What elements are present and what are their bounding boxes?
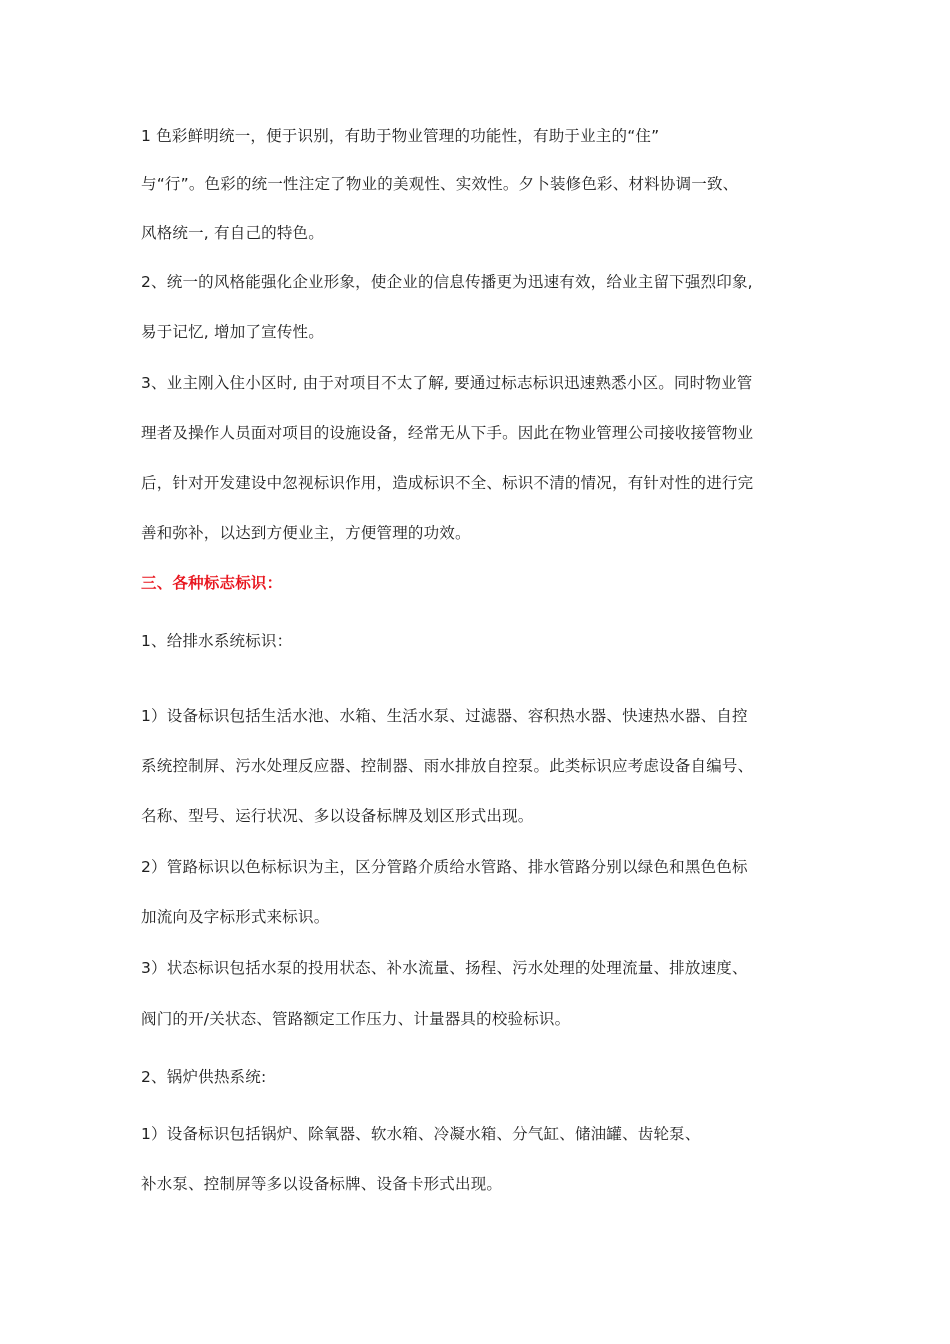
item-3-line-2: 阀门的开/关状态、管路额定工作压力、计量器具的校验标识。 xyxy=(141,1010,571,1028)
paragraph-3-line-2: 理者及操作人员面对项目的设施设备，经常无从下手。因此在物业管理公司接收接管物业 xyxy=(141,424,754,442)
paragraph-1-line-1: 1 色彩鲜明统一，便于识别，有助于物业管理的功能性，有助于业主的“住” xyxy=(141,127,660,145)
item-4-line-2: 补水泵、控制屏等多以设备标牌、设备卡形式出现。 xyxy=(141,1175,503,1193)
subsection-1-title: 1、给排水系统标识： xyxy=(141,632,293,650)
section-heading: 三、各种标志标识： xyxy=(141,574,283,592)
paragraph-2-line-2: 易于记忆, 增加了宣传性。 xyxy=(141,323,324,341)
paragraph-1-line-2: 与“行”。色彩的统一性注定了物业的美观性、实效性。夕卜装修色彩、材料协调一致、 xyxy=(141,175,739,193)
item-1-line-3: 名称、型号、运行状况、多以设备标牌及划区形式出现。 xyxy=(141,807,534,825)
item-2-line-1: 2）管路标识以色标标识为主，区分管路介质给水管路、排水管路分别以绿色和黑色色标 xyxy=(141,858,748,876)
item-4-line-1: 1）设备标识包括锅炉、除氧器、软水箱、冷凝水箱、分气缸、储油罐、齿轮泵、 xyxy=(141,1125,701,1143)
item-1-line-1: 1）设备标识包括生活水池、水箱、生活水泵、过滤器、容积热水器、快速热水器、自控 xyxy=(141,707,748,725)
item-1-line-2: 系统控制屏、污水处理反应器、控制器、雨水排放自控泵。此类标识应考虑设备自编号、 xyxy=(141,757,754,775)
subsection-2-title: 2、锅炉供热系统: xyxy=(141,1068,267,1086)
paragraph-3-line-1: 3、业主刚入住小区时, 由于对项目不太了解, 要通过标志标识迅速熟悉小区。同时物业管 xyxy=(141,374,753,392)
item-2-line-2: 加流向及字标形式来标识。 xyxy=(141,908,330,926)
paragraph-1-line-3: 风格统一, 有自己的特色。 xyxy=(141,224,324,242)
paragraph-3-line-4: 善和弥补，以达到方便业主，方便管理的功效。 xyxy=(141,524,471,542)
paragraph-3-line-3: 后，针对开发建设中忽视标识作用，造成标识不全、标识不清的情况，有针对性的进行完 xyxy=(141,474,754,492)
paragraph-2-line-1: 2、统一的风格能强化企业形象，使企业的信息传播更为迅速有效，给业主留下强烈印象, xyxy=(141,273,753,291)
item-3-line-1: 3）状态标识包括水泵的投用状态、补水流量、扬程、污水处理的处理流量、排放速度、 xyxy=(141,959,748,977)
